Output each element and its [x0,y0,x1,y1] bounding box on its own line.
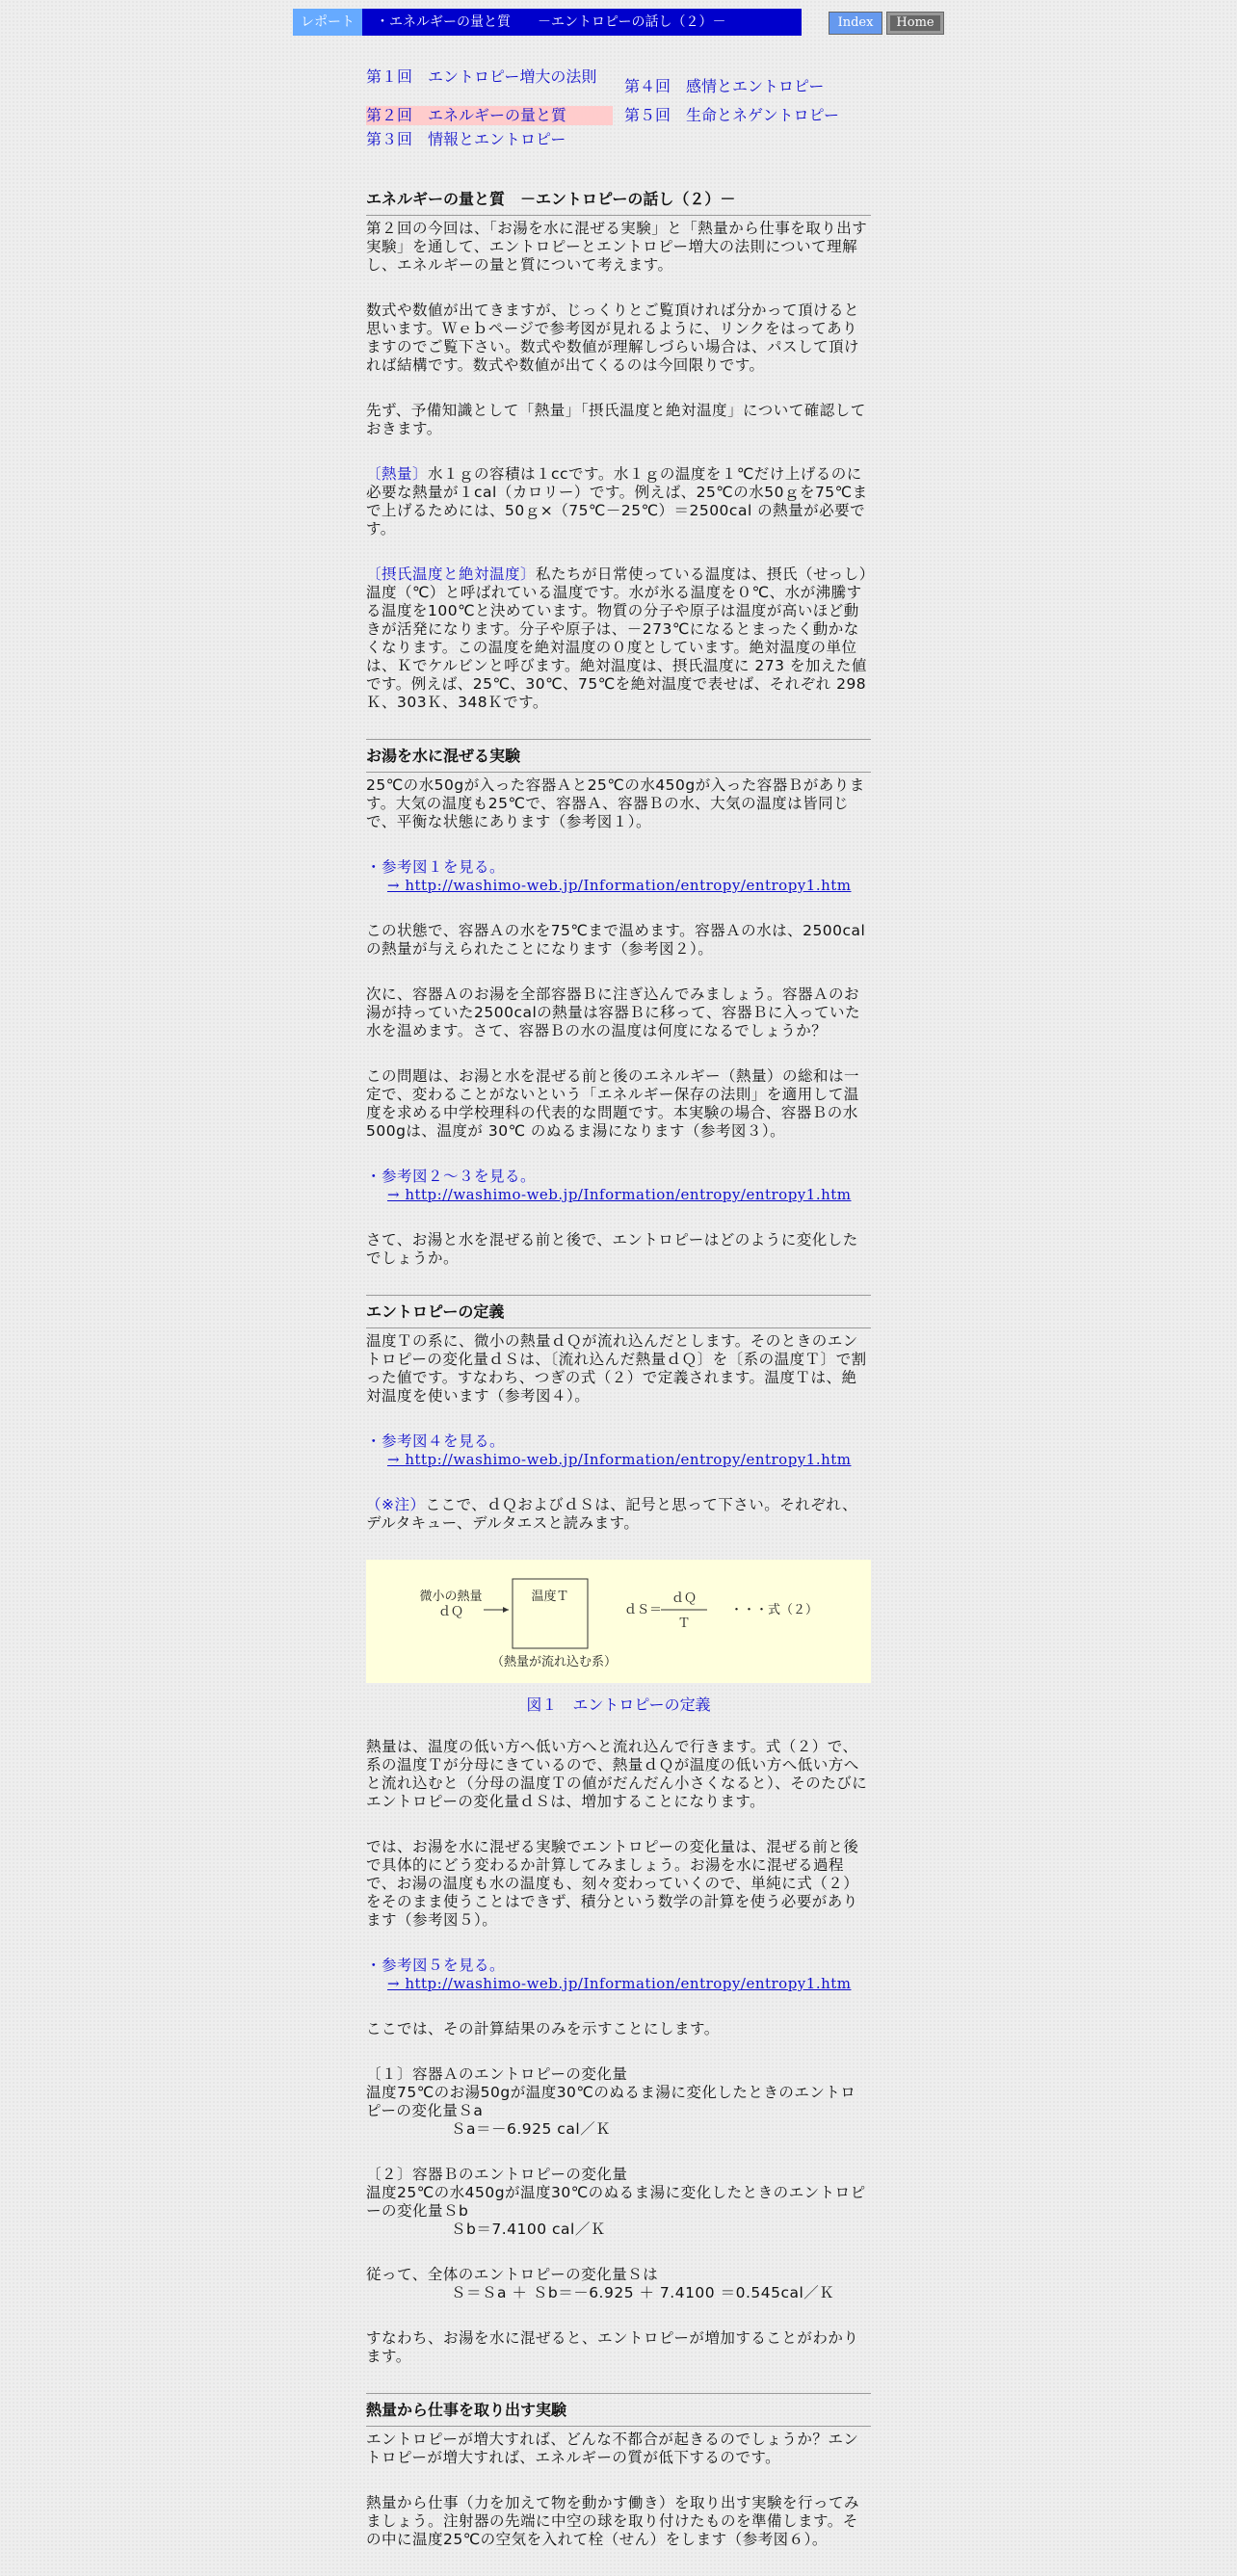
heat-term: 〔熱量〕 [366,465,429,483]
definition-paragraph-4: ここでは、その計算結果のみを示すことにします。 [366,2020,720,2037]
note-text: ここで、ｄＱおよびｄＳは、記号と思って下さい。それぞれ、デルタキュー、デルタエスと読みます。 [366,1496,858,1532]
note-term: （※注） [366,1496,426,1513]
report-tag: レポート [293,9,362,36]
fig-equation-label: ・・・式（２） [730,1603,819,1617]
page-title-bar: ・エネルギーの量と質 －エントロピーの話し（２）－ [362,9,802,36]
container-b-formula: Ｓb＝7.4100 cal／Ｋ [451,2221,606,2238]
mixing-paragraph-1: 25℃の水50gが入った容器Ａと25℃の水450gが入った容器Ｂがあります。大気の温度も25℃で、容器Ａ、容器Ｂの水、大気の温度は皆同じで、平衡な状態にあります（参考図１）。 [366,776,865,830]
heat-text: 水１ｇの容積は１ccです。水１ｇの温度を１℃だけ上げるのに必要な熱量が１cal（カロリー）です。例えば、25℃の水50ｇを75℃まで上げるためには、50ｇ×（75℃－25℃）＝2500cal の熱量が必要です。 [366,465,868,538]
definition-paragraph-2: 熱量は、温度の低い方へ低い方へと流れ込んで行きます。式（２）で、系の温度Ｔが分母にきているので、熱量ｄＱが温度の低い方へ低い方へと流れ込むと（分母の温度Ｔの値がだんだん小さくなると）、そのたびにエントロピーの変化量ｄＳは、増加することになります。 [366,1738,868,1810]
home-button[interactable]: Home [886,12,944,35]
definition-paragraph-1: 温度Ｔの系に、微小の熱量ｄＱが流れ込んだとします。そのときのエントロピーの変化量ｄＳは、〔流れ込んだ熱量ｄＱ〕を〔系の温度Ｔ〕で割った値です。すなわち、つぎの式（２）で定義されます。温度Ｔは、絶対温度を使います（参考図４）。 [366,1332,867,1405]
definition-paragraph-3: では、お湯を水に混ぜる実験でエントロピーの変化量は、混ぜる前と後で具体的にどう変わるか計算してみましょう。お湯を水に混ぜる過程で、お湯の温度も水の温度も、刻々変わっていくので、単純に式（２）をそのまま使うことはできず、積分という数学の計算を使う必要があります（参考図５）。 [366,1838,859,1929]
intro-paragraph-1: 第２回の今回は、「お湯を水に混ぜる実験」と「熱量から仕事を取り出す実験」を通して、エントロピーとエントロピー増大の法則について理解し、エネルギーの量と質について考えます。 [366,220,868,274]
section-title-work: 熱量から仕事を取り出す実験 [366,2394,871,2427]
definition-paragraph-5: すなわち、お湯を水に混ぜると、エントロピーが増加することがわかります。 [366,2329,859,2365]
ref-figure-4-label: ・参考図４を見る。 [366,1433,506,1450]
note-paragraph [366,1496,871,1533]
nav-item-part3[interactable]: 第３回 情報とエントロピー [366,130,566,148]
ref-figure-1-link[interactable]: → http://washimo-web.jp/Information/entropy/entropy1.htm [387,877,852,894]
nav-item-part1[interactable]: 第１回 エントロピー増大の法則 [366,67,597,86]
intro-paragraph-2: 数式や数値が出てきますが、じっくりとご覧頂ければ分かって頂けると思います。Ｗｅｂページで参考図が見れるように、リンクをはってありますのでご覧下さい。数式や数値が理解しづらい場合は、パスして頂ければ結構です。数式や数値が出てくるのは今回限りです。 [366,302,860,374]
figure-1-caption: 図１ エントロピーの定義 [526,1695,711,1714]
ref-figure-5-link[interactable]: → http://washimo-web.jp/Information/entropy/entropy1.htm [387,1975,852,1992]
container-a-text: 温度75℃のお湯50gが温度30℃のぬるま湯に変化したときのエントロピーの変化量Ｓa [366,2084,856,2119]
ref-figure-5-label: ・参考図５を見る。 [366,1957,506,1974]
container-a-formula: Ｓa＝－6.925 cal／Ｋ [451,2120,612,2138]
work-paragraph-1: エントロピーが増大すれば、どんな不都合が起きるのでしょうか？エントロピーが増大すれば、エネルギーの質が低下するのです。 [366,2431,859,2466]
index-button[interactable]: Index [829,12,882,35]
nav-item-part2[interactable]: 第２回 エネルギーの量と質 [366,106,613,125]
total-formula: Ｓ＝Ｓa ＋ Ｓb＝－6.925 ＋ 7.4100 ＝0.545cal／Ｋ [451,2284,835,2301]
fig-heat-label: 微小の熱量 [419,1590,483,1604]
container-b-result [366,2166,871,2239]
mixing-paragraph-5: さて、お湯と水を混ぜる前と後で、エントロピーはどのように変化したでしょうか。 [366,1231,858,1267]
heat-arrow-head [503,1607,509,1613]
ref-figure-5 [366,1957,871,1993]
mixing-paragraph-3: 次に、容器Ａのお湯を全部容器Ｂに注ぎ込んでみましょう。容器Ａのお湯が持っていた2500calの熱量は容器Ｂに移って、容器Ｂに入っていた水を温めます。さて、容器Ｂの水の温度は何度になるでしょうか？ [366,986,860,1039]
heat-definition [366,465,871,539]
entropy-definition-figure [366,1560,871,1683]
nav-item-part4[interactable]: 第４回 感情とエントロピー [624,77,825,95]
fig-system-label: （熱量が流れ込む系） [490,1655,618,1669]
ref-figure-4 [366,1433,871,1469]
fig-ds-label: ｄＳ＝ [624,1603,663,1617]
section-title-mixing: お湯を水に混ぜる実験 [366,740,871,773]
ref-figure-2-3-label: ・参考図２～３を見る。 [366,1168,537,1185]
article-title: エネルギーの量と質 －エントロピーの話し（２）－ [366,183,871,216]
fig-dq-label: ｄＱ [437,1605,464,1619]
total-heading: 従って、全体のエントロピーの変化量Ｓは [366,2266,659,2283]
ref-figure-1 [366,858,871,895]
ref-figure-1-label: ・参考図１を見る。 [366,858,506,876]
ref-figure-2-3 [366,1168,871,1204]
section-title-definition: エントロピーの定義 [366,1296,871,1328]
nav-item-part5[interactable]: 第５回 生命とネゲントロピー [624,106,840,124]
container-a-result [366,2065,871,2139]
fig-numerator: ｄＱ [671,1591,697,1606]
ref-figure-2-3-link[interactable]: → http://washimo-web.jp/Information/entropy/entropy1.htm [387,1186,852,1203]
temperature-term: 〔摂氏温度と絶対温度〕 [366,565,537,583]
work-paragraph-2: 熱量から仕事（力を加えて物を動かす働き）を取り出す実験を行ってみましょう。注射器の先端に中空の球を取り付けたものを準備します。その中に温度25℃の空気を入れて栓（せん）をします（参考図６）。 [366,2494,860,2548]
fig-temp-label: 温度Ｔ [531,1590,569,1604]
article [366,183,871,2576]
entropy-diagram [366,1560,871,1683]
container-a-heading: 〔１〕容器Ａのエントロピーの変化量 [366,2065,628,2083]
temperature-definition [366,565,871,712]
container-b-heading: 〔２〕容器Ｂのエントロピーの変化量 [366,2166,628,2183]
intro-paragraph-3: 先ず、予備知識として「熱量」「摂氏温度と絶対温度」について確認しておきます。 [366,402,866,437]
temperature-text: 私たちが日常使っている温度は、摂氏（せっし）温度（℃）と呼ばれている温度です。水が氷る温度を０℃、水が沸騰する温度を100℃と決めています。物質の分子や原子は温度が高いほど動きが活発になります。分子や原子は、－273℃になるとまったく動かなくなります。この温度を絶対温度の０度としています。絶対温度の単位は、Ｋでケルビンと呼びます。絶対温度は、摂氏温度に 273 を加えた値です。例えば、25℃、30℃、75℃を絶対温度で表せば、それぞれ 298Ｋ、303Ｋ、348Ｋです。 [366,565,867,711]
mixing-paragraph-2: この状態で、容器Ａの水を75℃まで温めます。容器Ａの水は、2500calの熱量が与えられたことになります（参考図２）。 [366,922,866,958]
mixing-paragraph-4: この問題は、お湯と水を混ぜる前と後のエネルギー（熱量）の総和は一定で、変わることがないという「エネルギー保存の法則」を適用して温度を求める中学校理科の代表的な問題です。本実験の場合、容器Ｂの水500gは、温度が 30℃ のぬるま湯になります（参考図３）。 [366,1067,860,1140]
top-bar [293,9,944,36]
fig-denominator: Ｔ [677,1617,691,1631]
total-result [366,2266,871,2302]
container-b-text: 温度25℃の水450gが温度30℃のぬるま湯に変化したときのエントロピーの変化量Ｓb [366,2184,866,2220]
ref-figure-4-link[interactable]: → http://washimo-web.jp/Information/entropy/entropy1.htm [387,1451,852,1468]
